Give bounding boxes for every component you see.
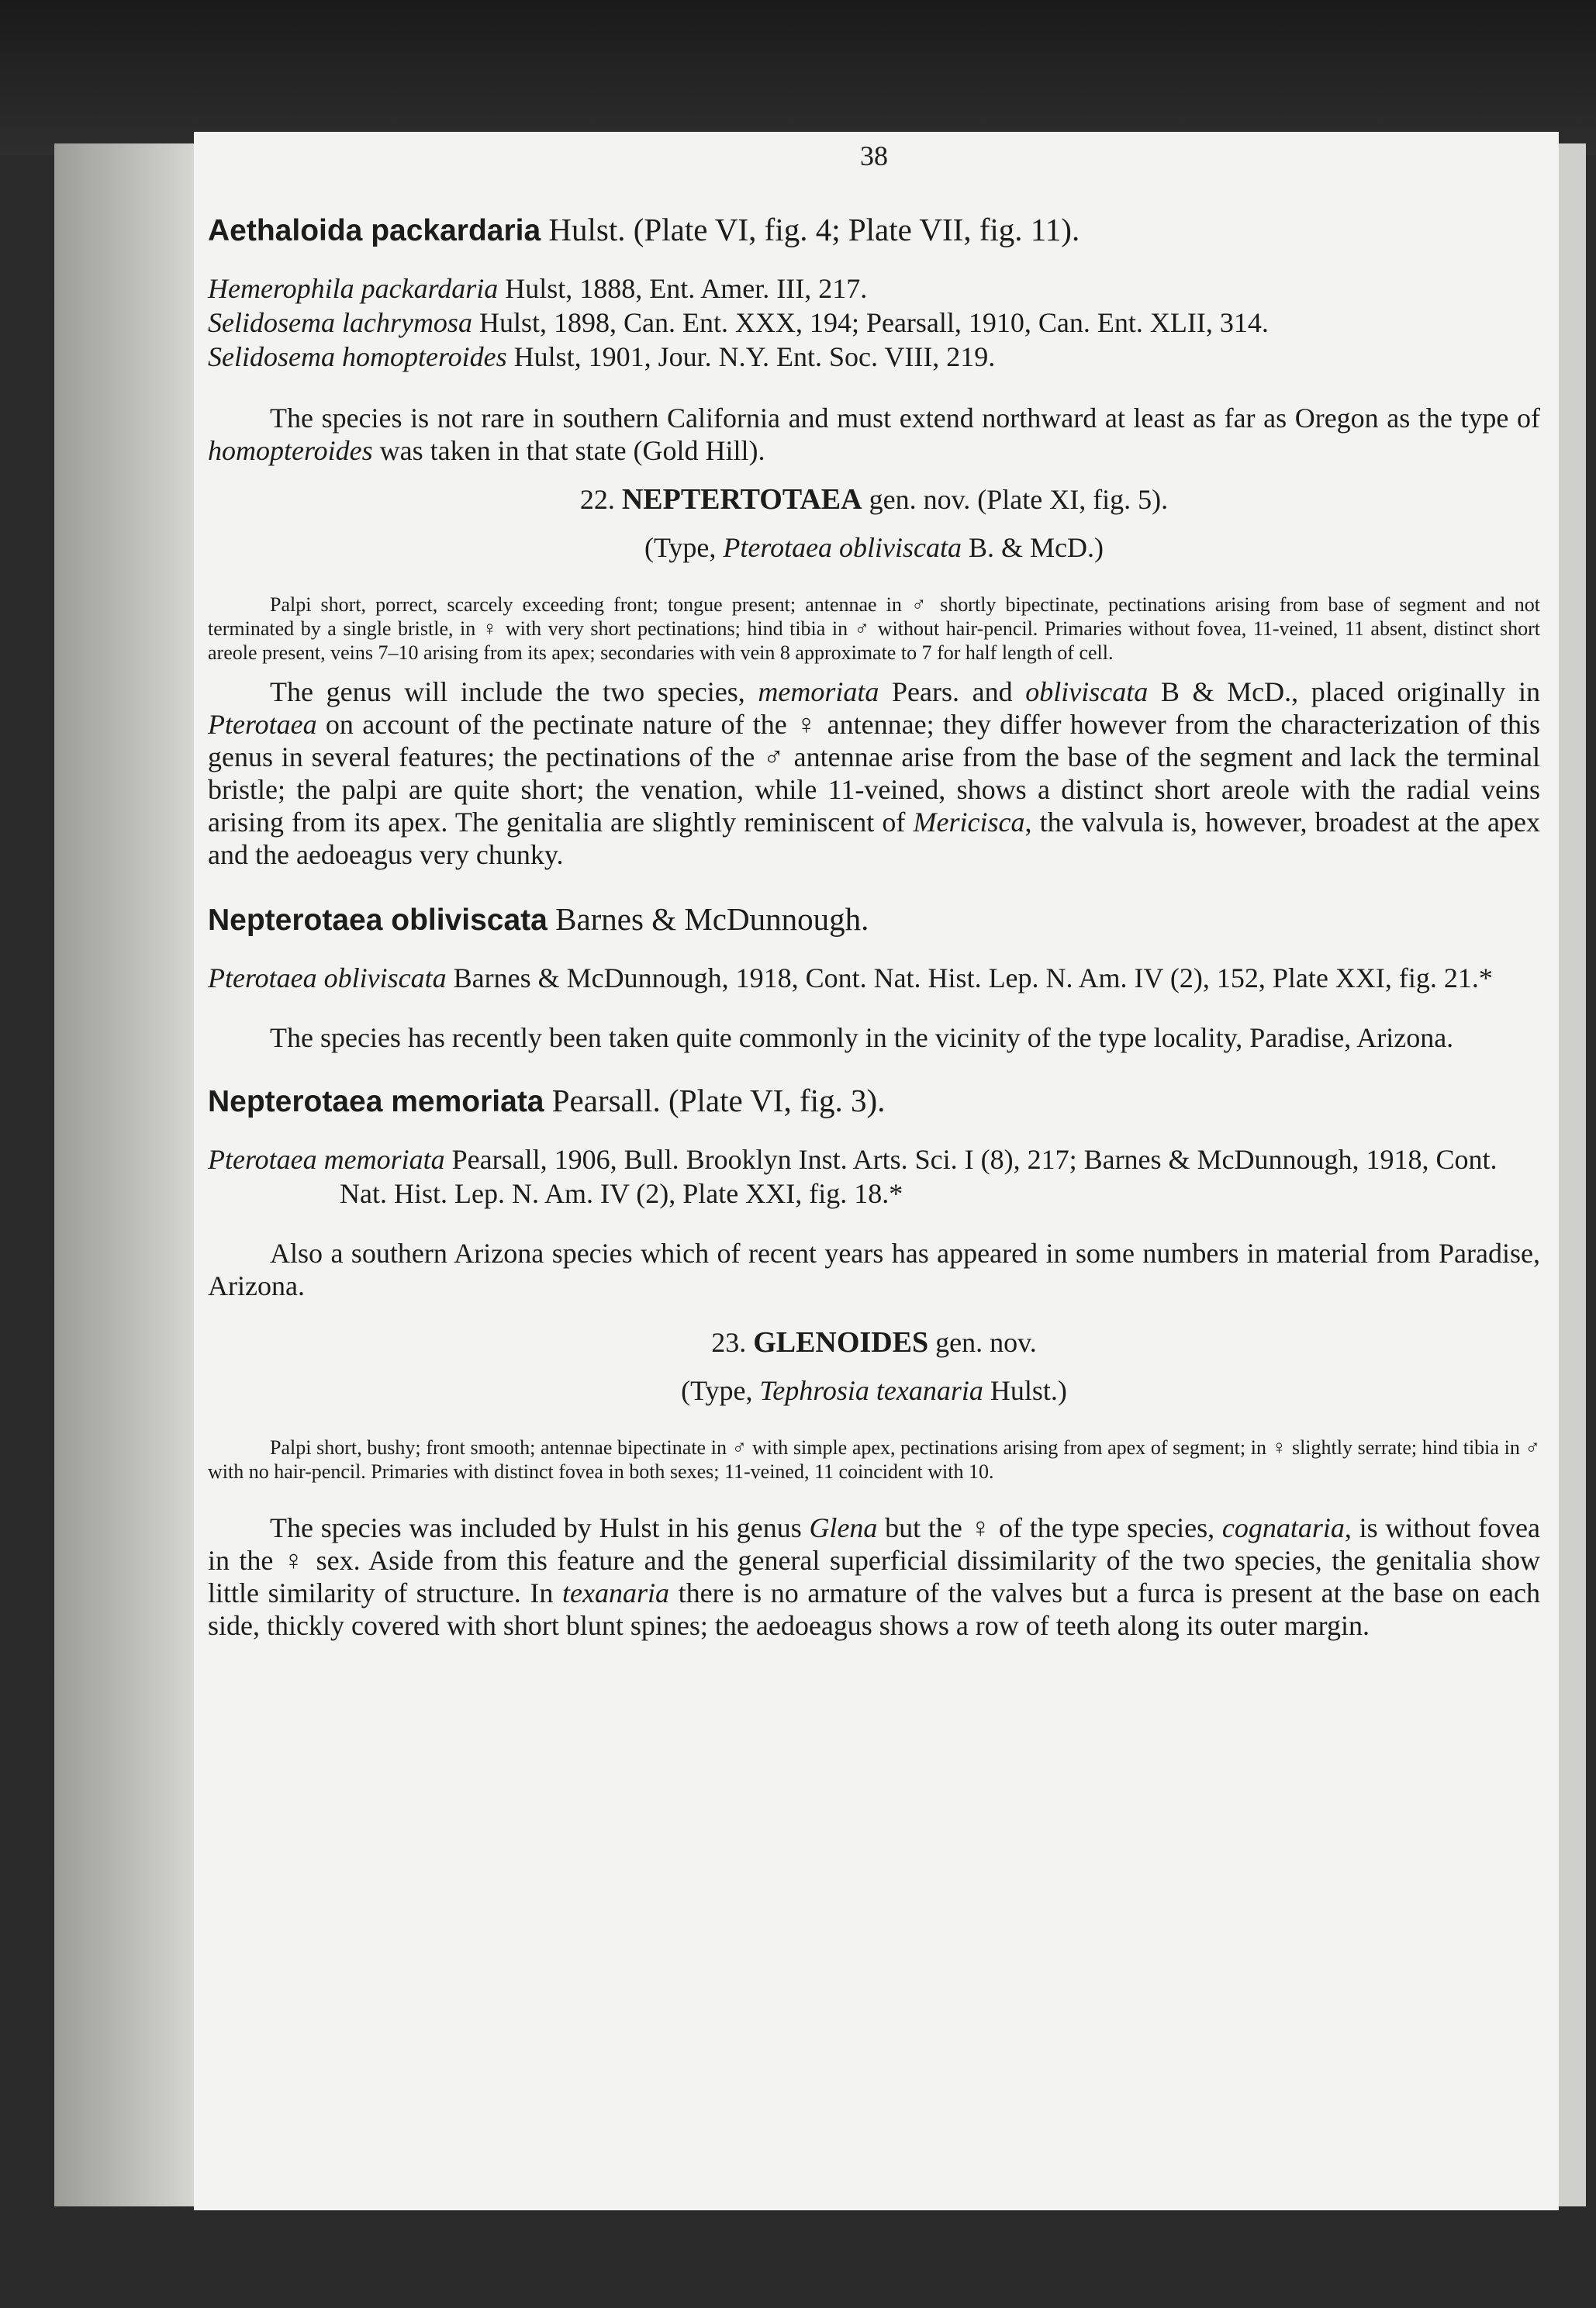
genus-rest: gen. nov.: [928, 1327, 1037, 1358]
genus-type: [208, 1373, 1540, 1408]
italic-run: texanaria: [561, 1577, 669, 1608]
italic-run: Mericisca: [913, 807, 1025, 838]
genus-rest: gen. nov. (Plate XI, fig. 5).: [862, 484, 1169, 515]
body-paragraph: [208, 402, 1540, 467]
text-run: The genus will include the two species,: [270, 676, 758, 707]
species-name: Nepterotaea memoriata: [208, 1085, 544, 1118]
italic-run: cognataria: [1221, 1512, 1345, 1543]
synonym-citation: Hulst, 1898, Can. Ent. XXX, 194; Pearsall, 1910, Can. Ent. XLII, 314.: [472, 307, 1269, 338]
body-paragraph: Also a southern Arizona species which of recent years has appeared in some numbers in material from Paradise, Arizona.: [208, 1238, 1540, 1301]
genus-number: 22.: [579, 484, 615, 515]
page-number: 38: [860, 140, 888, 171]
species-authority: Hulst. (Plate VI, fig. 4; Plate VII, fig. 11).: [541, 212, 1080, 247]
text-run: B. & McD.): [962, 532, 1104, 563]
text-run: B & McD., placed originally in: [1148, 676, 1540, 707]
synonym-citation: Pearsall, 1906, Bull. Brooklyn Inst. Arts. Sci. I (8), 217; Barnes & McDunnough, 1918, Cont. Nat. Hist. Lep. N. Am. IV (2), Plate XXI, fig. 18.*: [340, 1144, 1498, 1209]
synonym-citation: Hulst, 1901, Jour. N.Y. Ent. Soc. VIII, 219.: [506, 341, 996, 372]
species-heading-obliviscata: [208, 899, 1540, 941]
text-run: (Type,: [681, 1375, 760, 1406]
italic-run: Tephrosia texanaria: [759, 1375, 983, 1406]
genus-name: GLENOIDES: [753, 1326, 929, 1359]
species-heading-memoriata: [208, 1080, 1540, 1122]
synonym-name: Selidosema homopteroides: [208, 341, 507, 372]
genus-type: [208, 530, 1540, 565]
synonym: [208, 340, 1540, 374]
text-run: there is no armature of the valves but a furca is present at the base on each side, thickly covered with short blunt spines; the aedoeagus shows a row of teeth along its outer margin.: [208, 1577, 1540, 1641]
genus-heading-22: [208, 482, 1540, 517]
italic-run: obliviscata: [1025, 676, 1149, 707]
genus-heading-23: [208, 1325, 1540, 1360]
synonym-name: Pterotaea memoriata: [208, 1144, 445, 1175]
italic-run: memoriata: [758, 676, 879, 707]
synonym-name: Pterotaea obliviscata: [208, 962, 447, 993]
genus-name: NEPTERTOTAEA: [621, 483, 862, 516]
italic-run: homopteroides: [208, 435, 373, 466]
text-run: The species was included by Hulst in his genus: [270, 1512, 810, 1543]
italic-run: Glena: [809, 1512, 878, 1543]
text-run: Hulst.): [983, 1375, 1067, 1406]
synonym: [208, 961, 1540, 995]
text-run: Pears. and: [879, 676, 1026, 707]
text-run: The species is not rare in southern California and must extend northward at least as far as Oregon as the type of: [270, 403, 1540, 434]
genus-description: Palpi short, porrect, scarcely exceeding front; tongue present; antennae in ♂ shortly bipectinate, pectinations arising from base of segment and not terminated by a single bristle, in ♀ with very short pectinations; hind tibia in ♂ without hair-pencil. Primaries without fovea, 11-veined, 11 absent, distinct short areole present, veins 7–10 arising from its apex; secondaries with vein 8 approximate to 7 for half length of cell.: [208, 593, 1540, 664]
text-run: , is without fovea in the ♀ sex. Aside from this feature and the general superficial dissimilarity of the two species, the genitalia show little similarity of structure. In: [208, 1512, 1541, 1608]
species-heading-packardaria: [208, 209, 1540, 251]
synonym-name: Selidosema lachrymosa: [208, 307, 472, 338]
species-name: Nepterotaea obliviscata: [208, 904, 548, 937]
text-run: (Type,: [644, 532, 724, 563]
genus-description: Palpi short, bushy; front smooth; antennae bipectinate in ♂ with simple apex, pectinations arising from apex of segment; in ♀ slightly serrate; hind tibia in ♂ with no hair-pencil. Primaries with distinct fovea in both sexes; 11-veined, 11 coincident with 10.: [208, 1436, 1540, 1483]
page-content: [208, 140, 1540, 1642]
text-run: but the ♀ of the type species,: [877, 1512, 1222, 1543]
synonym: [208, 306, 1540, 340]
species-authority: Pearsall. (Plate VI, fig. 3).: [544, 1083, 886, 1118]
species-authority: Barnes & McDunnough.: [547, 901, 869, 937]
genus-number: 23.: [711, 1327, 747, 1358]
body-paragraph: [208, 1512, 1540, 1642]
text-run: was taken in that state (Gold Hill).: [372, 435, 765, 466]
synonym-citation: Barnes & McDunnough, 1918, Cont. Nat. Hist. Lep. N. Am. IV (2), 152, Plate XXI, fig. 21.*: [446, 962, 1493, 993]
body-paragraph: [208, 675, 1540, 871]
synonym-citation: Hulst, 1888, Ent. Amer. III, 217.: [498, 273, 868, 304]
text-run: , the valvula is, however, broadest at the apex and the aedoeagus very chunky.: [208, 807, 1540, 870]
sheet-shadow: [54, 143, 202, 2206]
species-name: Aethaloida packardaria: [208, 214, 541, 247]
synonym: [208, 1142, 1540, 1211]
text-run: on account of the pectinate nature of the ♀ antennae; they differ however from the characterization of this genus in several features; the pectinations of the ♂ antennae arise from the base of the segment and lack the terminal bristle; the palpi are quite short; the venation, while 11-veined, shows a distinct short areole with the radial veins arising from its apex. The genitalia are slightly reminiscent of: [208, 709, 1540, 838]
body-paragraph: The species has recently been taken quite commonly in the vicinity of the type locality, Paradise, Arizona.: [270, 1022, 1454, 1053]
italic-run: Pterotaea: [208, 709, 317, 740]
synonym-name: Hemerophila packardaria: [208, 273, 499, 304]
italic-run: Pterotaea obliviscata: [723, 532, 962, 563]
synonym: [208, 271, 1540, 306]
